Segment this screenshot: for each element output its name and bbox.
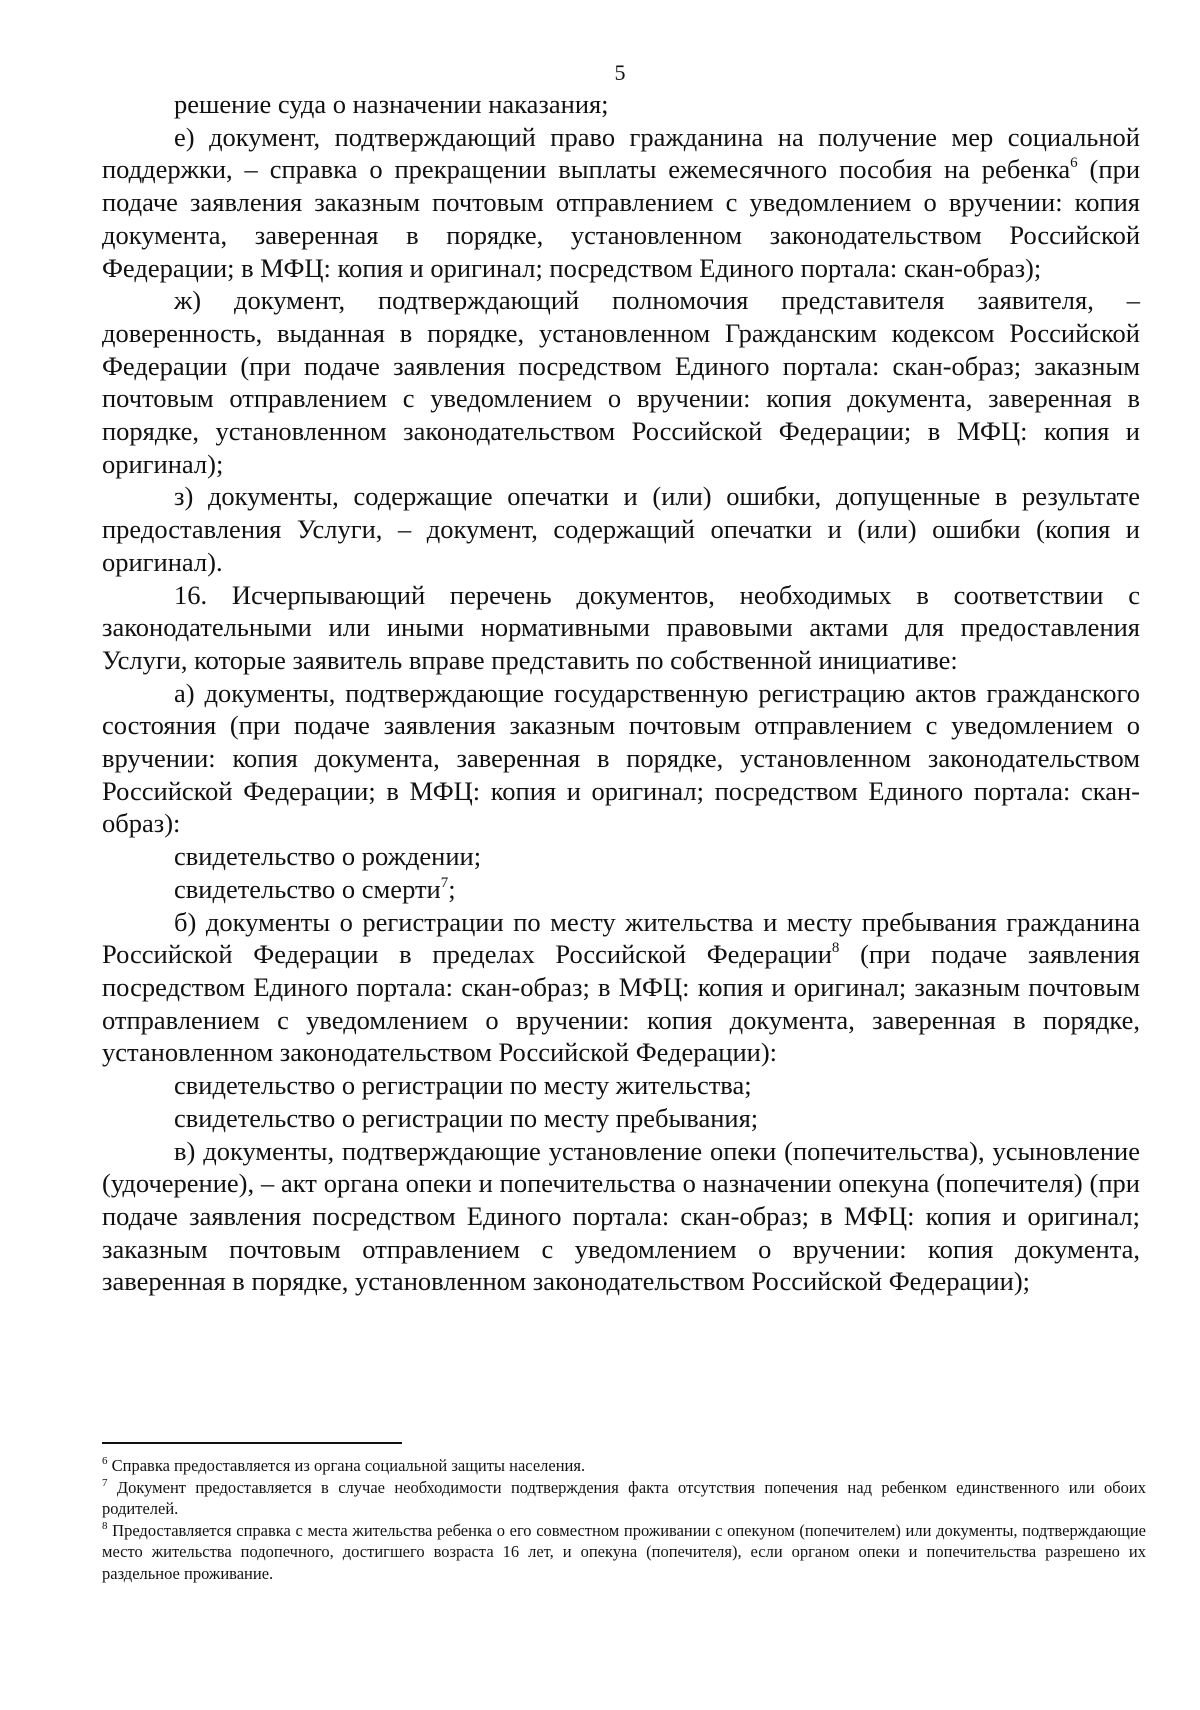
paragraph-text: свидетельство о рождении; <box>174 841 482 872</box>
footnote-mark: 7 <box>102 1476 108 1489</box>
paragraph-e-social-support <box>102 121 1140 285</box>
paragraph-v-guardianship <box>102 1135 1140 1299</box>
footnote-text: Документ предоставляется в случае необходимости подтверждения факта отсутствия попечения над ребенком единственного или обоих родителей. <box>102 1477 1146 1518</box>
paragraph-residence-certificate <box>102 1069 1140 1102</box>
paragraph-text: ж) документ, подтверждающий полномочия представителя заявителя, – доверенность, выданная в порядке, установленном Гражданским кодексом Российской Федерации (при подаче заявления посредством Единого портала: скан-образ; заказным почтовым отправлением с уведомлением о вручении: копия документа, заверенная в порядке, установленном законодательством Российской Федерации; в МФЦ: копия и оригинал); <box>102 285 1140 479</box>
footnote-ref-6[interactable]: 6 <box>1070 155 1078 172</box>
footnote-text: Предоставляется справка с места жительства ребенка о его совместном проживании с опекуном (попечителем) или документы, подтверждающие место жительства подопечного, достигшего возраста 16 лет, и опекуна (попечителя), если органом опеки и попечительства разрешено их раздельное проживание. <box>102 1520 1146 1583</box>
paragraph-text: 16. Исчерпывающий перечень документов, необходимых в соответствии с законодательными или иными нормативными правовыми актами для предоставления Услуги, которые заявитель вправе представить по собственной инициативе: <box>102 579 1140 675</box>
paragraph-z-errors <box>102 480 1140 578</box>
footnotes <box>102 1455 1146 1584</box>
paragraph-court-decision <box>102 88 1140 121</box>
footnote-8 <box>102 1520 1146 1585</box>
page-number: 5 <box>614 60 626 85</box>
paragraph-b-residence-registration <box>102 906 1140 1070</box>
paragraph-text-cont: (при подаче заявления посредством Единого портала: скан-образ; в МФЦ: копия и оригинал; заказным почтовым отправлением с уведомлением о вручении: копия документа, заверенная в порядке, установленном законодательством Российской Федерации): <box>102 939 1140 1068</box>
paragraph-birth-certificate <box>102 840 1140 873</box>
paragraph-text: свидетельство о регистрации по месту жительства; <box>174 1070 752 1101</box>
footnote-6 <box>102 1455 1146 1477</box>
footnote-text: Справка предоставляется из органа социальной защиты населения. <box>107 1456 586 1475</box>
paragraph-16-documents-list <box>102 579 1140 677</box>
paragraph-text-cont: (при подаче заявления заказным почтовым отправлением с уведомлением о вручении: копия документа, заверенная в порядке, установленном законодательством Российской Федерации; в МФЦ: копия и оригинал; посредством Единого портала: скан-образ); <box>102 154 1140 283</box>
paragraph-text: решение суда о назначении наказания; <box>174 89 609 119</box>
paragraph-text: б) документы о регистрации по месту жительства и месту пребывания гражданина Российской Федерации в пределах Российской Федерации <box>102 906 1140 970</box>
paragraph-text: свидетельство о регистрации по месту пребывания; <box>174 1102 759 1133</box>
footnote-ref-8[interactable]: 8 <box>831 940 840 957</box>
paragraph-text-cont: ; <box>448 873 456 904</box>
footnote-mark: 6 <box>102 1455 108 1467</box>
paragraph-a-civil-registration <box>102 677 1140 841</box>
paragraph-death-certificate <box>102 873 1140 906</box>
paragraph-text: а) документы, подтверждающие государственную регистрацию актов гражданского состояния (при подаче заявления заказным почтовым отправлением с уведомлением о вручении: копия документа, заверенная в порядке, установленном законодательством Российской Федерации; в МФЦ: копия и оригинал; посредством Единого портала: скан-образ): <box>102 677 1140 839</box>
paragraph-text: з) документы, содержащие опечатки и (или) ошибки, допущенные в результате предоставления Услуги, – документ, содержащий опечатки и (или) ошибки (копия и оригинал). <box>102 481 1140 577</box>
paragraph-text: е) документ, подтверждающий право гражданина на получение мер социальной поддержки, – справка о прекращении выплаты ежемесячного пособия на ребенка <box>102 121 1140 185</box>
footnote-divider <box>102 1442 402 1444</box>
footnote-ref-7[interactable]: 7 <box>440 874 449 891</box>
paragraph-stay-certificate <box>102 1102 1140 1135</box>
footnote-mark: 8 <box>102 1519 108 1532</box>
footnote-7 <box>102 1477 1146 1520</box>
paragraph-text: в) документы, подтверждающие установление опеки (попечительства), усыновление (удочерение), – акт органа опеки и попечительства о назначении опекуна (попечителя) (при подаче заявления посредством Единого портала: скан-образ; в МФЦ: копия и оригинал; заказным почтовым отправлением с уведомлением о вручении: копия документа, заверенная в порядке, установленном законодательством Российской Федерации); <box>102 1135 1140 1297</box>
paragraph-zh-representative <box>102 284 1140 480</box>
paragraph-text: свидетельство о смерти <box>174 873 441 904</box>
document-body <box>102 88 1140 1298</box>
